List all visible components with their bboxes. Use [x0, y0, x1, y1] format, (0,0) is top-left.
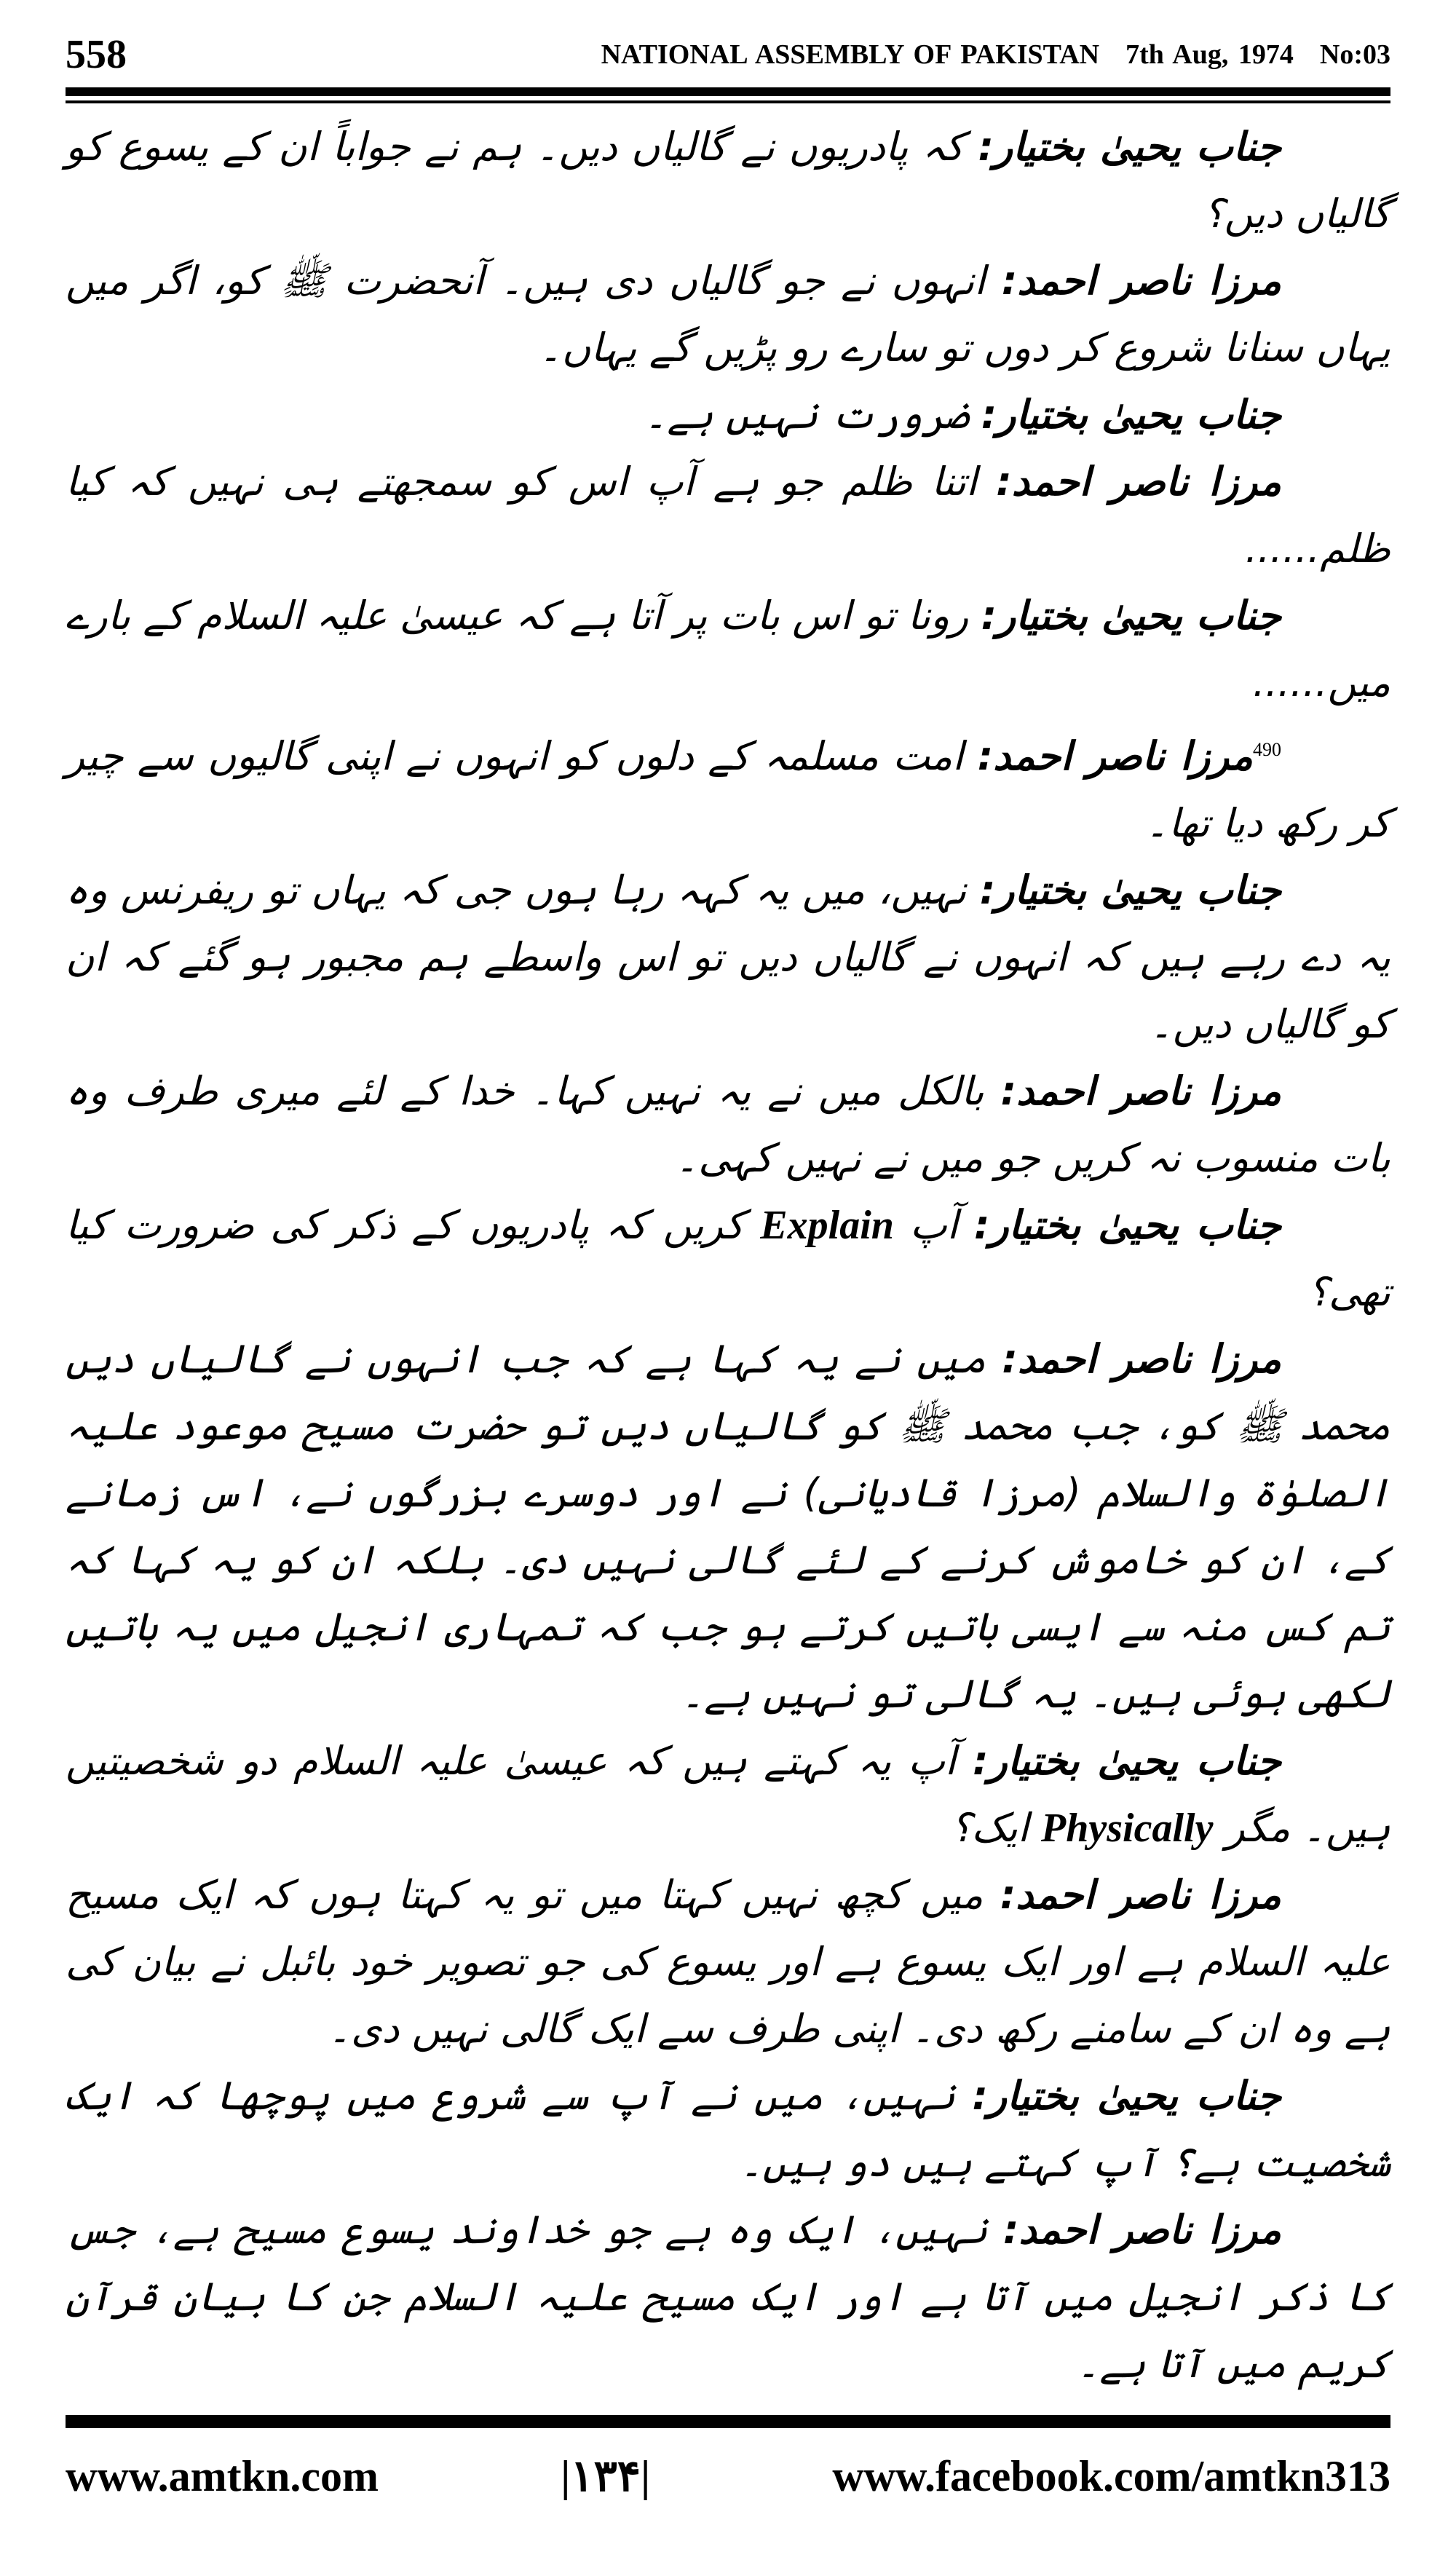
session-date: 7th Aug, 1974 — [1125, 39, 1294, 70]
book-page-number: |۱۳۴| — [561, 2452, 651, 2500]
speaker-name: جناب یحییٰ بختیار: — [979, 867, 1281, 913]
transcript-entry — [66, 716, 1390, 857]
speaker-name: مرزا ناصر احمد: — [996, 459, 1281, 505]
transcript-entry — [66, 248, 1390, 382]
publication-name: NATIONAL ASSEMBLY OF PAKISTAN — [601, 39, 1100, 70]
transcript-entry — [66, 2197, 1390, 2398]
transcript-entry — [66, 448, 1390, 582]
speaker-name: مرزا ناصر احمد: — [1002, 2207, 1281, 2253]
speaker-name: جناب یحییٰ بختیار: — [978, 124, 1281, 170]
facebook-link[interactable]: www.facebook.com/amtkn313 — [832, 2452, 1390, 2500]
page-footer — [66, 2447, 1390, 2505]
transcript-entry — [66, 582, 1390, 716]
website-link[interactable]: www.amtkn.com — [66, 2452, 379, 2500]
transcript-entry — [66, 1192, 1390, 1326]
header-rule-thick — [66, 87, 1390, 96]
speaker-name: جناب یحییٰ بختیار: — [973, 1202, 1282, 1248]
speaker-name: جناب یحییٰ بختیار: — [981, 392, 1281, 438]
speaker-name: مرزا ناصر احمد: — [977, 733, 1253, 779]
speaker-name: مرزا ناصر احمد: — [1000, 1068, 1281, 1114]
speaker-name: مرزا ناصر احمد: — [1001, 258, 1282, 304]
entry-text: انہوں نے جو گالیاں دی ہیں۔ آنحضرت ﷺ کو، اگر میں یہاں سنانا شروع کر دوں تو سارے رو پڑیں گے یہاں۔ — [66, 258, 1390, 371]
entry-text: اتنا ظلم جو ہے آپ اس کو سمجھتے ہی نہیں کہ کیا ظلم...... — [66, 459, 1390, 572]
entry-text: کریں کہ پادریوں کے ذکر کی ضرورت کیا تھی؟ — [66, 1202, 1390, 1315]
transcript-entry — [66, 857, 1390, 1058]
speaker-name: جناب یحییٰ بختیار: — [972, 2073, 1281, 2119]
english-term: Explain — [760, 1203, 894, 1248]
entry-text: ضرورت نہیں ہے۔ — [644, 392, 981, 438]
transcript-entry — [66, 1728, 1390, 1862]
transcript-entry — [66, 1058, 1390, 1192]
footer-rule — [66, 2415, 1390, 2428]
issue-number: No:03 — [1319, 39, 1390, 70]
transcript-entry — [66, 382, 1390, 448]
footnote-marker: 490 — [1252, 739, 1281, 760]
entry-text: نہیں، میں نے آپ سے شروع میں پوچھا کہ ایک شخصیت ہے؟ آپ کہتے ہیں دو ہیں۔ — [66, 2073, 1390, 2186]
entry-text-after: ایک؟ — [950, 1805, 1042, 1851]
header-title — [575, 36, 1390, 73]
entry-text: رونا تو اس بات پر آتا ہے کہ عیسیٰ علیہ السلام کے بارے میں...... — [66, 593, 1390, 706]
speaker-name: جناب یحییٰ بختیار: — [981, 593, 1281, 639]
entry-text: کہ پادریوں نے گالیاں دیں۔ ہم نے جواباً ان کے یسوع کو گالیاں دیں؟ — [66, 124, 1390, 237]
transcript-body — [66, 114, 1390, 2398]
transcript-entry — [66, 2063, 1390, 2197]
entry-text: امت مسلمہ کے دلوں کو انہوں نے اپنی گالیوں سے چیر کر رکھ دیا تھا۔ — [66, 733, 1390, 846]
page-number: 558 — [66, 32, 127, 77]
entry-text-before: آپ — [893, 1202, 974, 1248]
speaker-name: جناب یحییٰ بختیار: — [973, 1738, 1281, 1784]
entry-text: نہیں، ایک وہ ہے جو خداوند یسوع مسیح ہے، جس کا ذکر انجیل میں آتا ہے اور ایک مسیح علیہ السلام جن کا بیان قرآن کریم میں آتا ہے۔ — [66, 2207, 1390, 2387]
entry-text: بالکل میں نے یہ نہیں کہا۔ خدا کے لئے میری طرف وہ بات منسوب نہ کریں جو میں نے نہیں کہی۔ — [66, 1068, 1390, 1181]
speaker-name: مرزا ناصر احمد: — [1002, 1336, 1281, 1382]
english-term: Physically — [1041, 1806, 1214, 1851]
speaker-name: مرزا ناصر احمد: — [1000, 1872, 1281, 1918]
transcript-entry — [66, 1862, 1390, 2063]
page-header — [66, 29, 1390, 80]
header-rule-thin — [66, 100, 1390, 103]
entry-text: نہیں، میں یہ کہہ رہا ہوں جی کہ یہاں تو ریفرنس وہ یہ دے رہے ہیں کہ انہوں نے گالیاں دیں تو اس واسطے ہم مجبور ہو گئے کہ ان کو گالیاں دیں۔ — [66, 867, 1391, 1047]
transcript-entry — [66, 114, 1390, 248]
transcript-entry — [66, 1326, 1390, 1728]
entry-text: میں کچھ نہیں کہتا میں تو یہ کہتا ہوں کہ ایک مسیح علیہ السلام ہے اور ایک یسوع ہے اور یسوع کی جو تصویر خود بائبل نے بیان کی ہے وہ ان کے سامنے رکھ دی۔ اپنی طرف سے ایک گالی نہیں دی۔ — [66, 1872, 1390, 2052]
entry-text: آپ یہ کہتے ہیں کہ عیسیٰ علیہ السلام دو شخصیتیں ہیں۔ مگر — [66, 1738, 1390, 1851]
entry-text: میں نے یہ کہا ہے کہ جب انہوں نے گالیاں دیں محمد ﷺ کو، جب محمد ﷺ کو گالیاں دیں تو حضرت مسیح موعود علیہ الصلوٰۃ والسلام (مرزا قادیانی) نے اور دوسرے بزرگوں نے، اس زمانے کے، ان کو خاموش کرنے کے لئے گالی نہیں دی۔ بلکہ ان کو یہ کہا کہ تم کس منہ سے ایسی باتیں کرتے ہو جب کہ تمہاری انجیل میں یہ باتیں لکھی ہوئی ہیں۔ یہ گالی تو نہیں ہے۔ — [66, 1336, 1390, 1717]
